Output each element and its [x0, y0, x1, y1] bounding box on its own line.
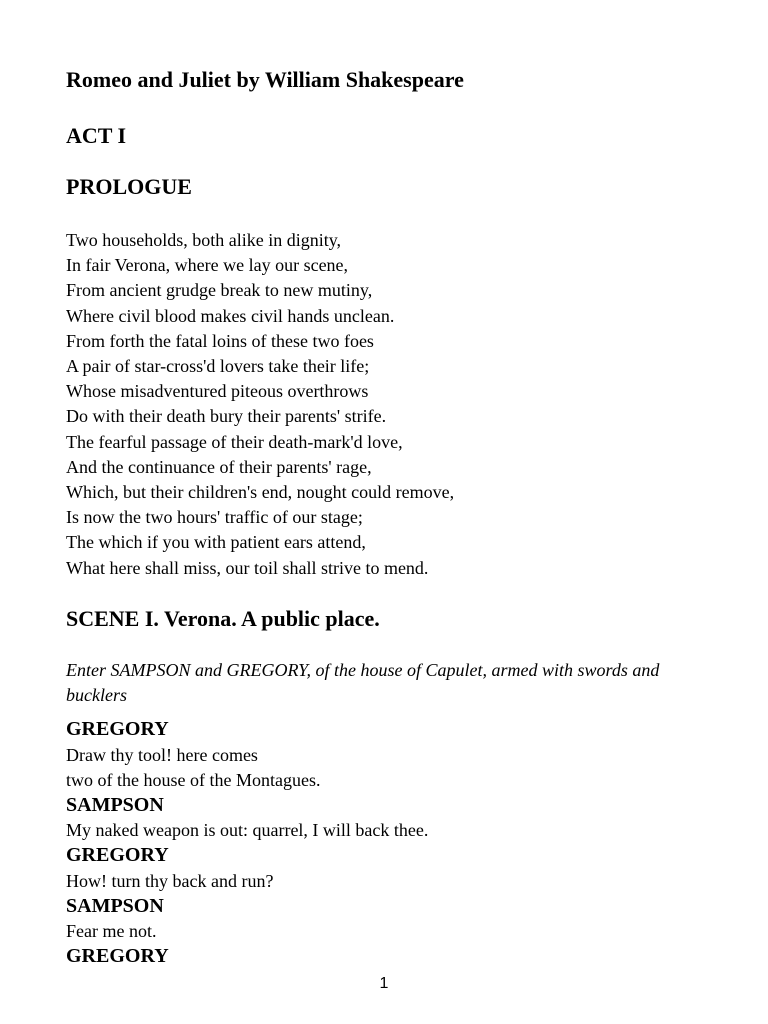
prologue-verse [66, 228, 454, 581]
dialogue-line: Fear me not. [66, 921, 157, 941]
prologue-heading: PROLOGUE [66, 174, 192, 199]
scene-heading: SCENE I. Verona. A public place. [66, 606, 380, 631]
verse-line: The which if you with patient ears attend, [66, 532, 366, 553]
page-number: 1 [379, 975, 389, 992]
verse-line: Where civil blood makes civil hands unclean. [66, 305, 395, 326]
dialogue-line: My naked weapon is out: quarrel, I will back thee. [66, 820, 429, 840]
verse-line: What here shall miss, our toil shall strive to mend. [66, 557, 429, 578]
verse-line: Whose misadventured piteous overthrows [66, 381, 369, 402]
verse-line: From forth the fatal loins of these two foes [66, 330, 374, 351]
dialogue-line: Draw thy tool! here comes [66, 744, 258, 765]
verse-line: The fearful passage of their death-mark'd love, [66, 431, 403, 452]
speaker-name: SAMPSON [66, 793, 164, 816]
verse-line: Is now the two hours' traffic of our stage; [66, 507, 363, 528]
verse-line: From ancient grudge break to new mutiny, [66, 280, 373, 301]
verse-line: A pair of star-cross'd lovers take their life; [66, 356, 370, 377]
dialogue-line: How! turn thy back and run? [66, 870, 274, 891]
verse-line: Do with their death bury their parents' strife. [66, 406, 387, 427]
speaker-name: SAMPSON [66, 894, 164, 917]
speaker-name: GREGORY [66, 945, 169, 967]
page-content [66, 66, 726, 967]
dialogue [66, 717, 706, 970]
dialogue-line: two of the house of the Montagues. [66, 769, 321, 790]
verse-line: And the continuance of their parents' rage, [66, 456, 372, 477]
speaker-name: GREGORY [66, 844, 169, 866]
document-title: Romeo and Juliet by William Shakespeare [66, 67, 464, 92]
verse-line: Two households, both alike in dignity, [66, 230, 342, 250]
stage-direction: Enter SAMPSON and GREGORY, of the house of Capulet, armed with swords and bucklers [66, 660, 660, 705]
verse-line: In fair Verona, where we lay our scene, [66, 255, 349, 276]
act-heading: ACT I [66, 123, 127, 148]
speaker-name: GREGORY [66, 718, 169, 740]
verse-line: Which, but their children's end, nought could remove, [66, 482, 455, 503]
